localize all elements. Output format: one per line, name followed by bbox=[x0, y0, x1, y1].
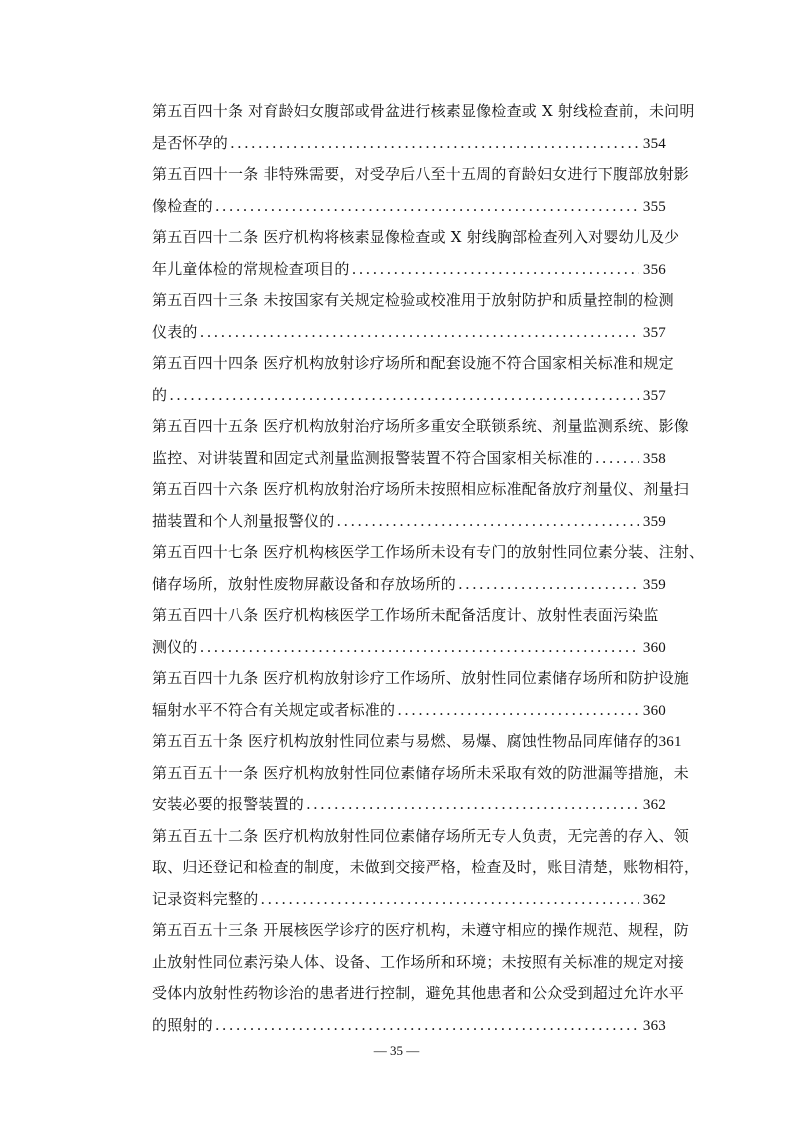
toc-entry[interactable] bbox=[152, 285, 727, 348]
toc-entry[interactable] bbox=[152, 915, 727, 1041]
toc-entry[interactable] bbox=[152, 159, 727, 222]
toc-entry-text: 第五百四十二条 医疗机构将核素显像检查或 X 射线胸部检查列入对婴幼儿及少 bbox=[152, 228, 680, 246]
toc-page-number: 359 bbox=[642, 576, 666, 593]
toc-entry-text: 像检查的 bbox=[152, 196, 213, 215]
dot-leader bbox=[215, 191, 639, 223]
toc-page-number: 355 bbox=[642, 198, 666, 215]
toc-page-number: 362 bbox=[642, 797, 666, 813]
toc-entry-text: 受体内放射性药物诊治的患者进行控制，避免其他患者和公众受到超过允许水平 bbox=[152, 984, 685, 1002]
toc-entry[interactable] bbox=[152, 96, 727, 159]
toc-entry-text: 描装置和个人剂量报警仪的 bbox=[152, 511, 335, 530]
toc-entry-text: 第五百四十五条 医疗机构放射治疗场所多重安全联锁系统、剂量监测系统、影像 bbox=[152, 417, 689, 435]
dot-leader bbox=[306, 789, 639, 821]
toc-entry-text: 第五百四十七条 医疗机构核医学工作场所未设有专门的放射性同位素分装、注射、 bbox=[152, 543, 705, 561]
dot-leader bbox=[397, 695, 639, 727]
dot-leader bbox=[200, 632, 639, 664]
dot-leader bbox=[595, 443, 639, 475]
toc-entry[interactable] bbox=[152, 600, 727, 663]
toc-page-number: 354 bbox=[642, 135, 666, 152]
toc-page-number: 357 bbox=[642, 324, 666, 341]
toc-entry-text: 第五百四十条 对育龄妇女腹部或骨盆进行核素显像检查或 X 射线检查前，未问明 bbox=[152, 102, 695, 120]
toc-entry[interactable] bbox=[152, 663, 727, 726]
toc-page-number: 360 bbox=[642, 639, 666, 656]
dot-leader bbox=[200, 317, 639, 349]
toc-page-number: 363 bbox=[642, 1017, 666, 1034]
toc-page-number: 360 bbox=[642, 702, 666, 719]
toc-entry-text: 储存场所，放射性废物屏蔽设备和存放场所的 bbox=[152, 574, 457, 593]
toc-entry-text: 辐射水平不符合有关规定或者标准的 bbox=[152, 700, 396, 719]
dot-leader bbox=[458, 569, 639, 601]
toc-entry[interactable] bbox=[152, 411, 727, 474]
dot-leader bbox=[352, 254, 639, 286]
toc-entry[interactable] bbox=[152, 758, 727, 821]
toc-entry-text: 第五百四十六条 医疗机构放射治疗场所未按照相应标准配备放疗剂量仪、剂量扫 bbox=[152, 480, 689, 498]
toc-entry-text: 第五百四十九条 医疗机构放射诊疗工作场所、放射性同位素储存场所和防护设施 bbox=[152, 669, 689, 687]
dot-leader bbox=[336, 506, 638, 538]
toc-entry[interactable] bbox=[152, 222, 727, 285]
toc-entry-text: 取、归还登记和检查的制度，未做到交接严格，检查及时，账目清楚，账物相符， bbox=[152, 858, 700, 876]
toc-entry-text: 第五百四十八条 医疗机构核医学工作场所未配备活度计、放射性表面污染监 bbox=[152, 606, 659, 624]
toc-entry-text: 安装必要的报警装置的 bbox=[152, 795, 305, 813]
toc-page-number: 359 bbox=[642, 513, 666, 530]
toc-entry-text: 年儿童体检的常规检查项目的 bbox=[152, 259, 350, 278]
dot-leader bbox=[230, 128, 639, 160]
toc-entry-text: 仪表的 bbox=[152, 322, 198, 341]
toc-page-number: 356 bbox=[642, 261, 666, 278]
table-of-contents bbox=[152, 96, 727, 1041]
toc-entry-text: 记录资料完整的 bbox=[152, 889, 259, 908]
toc-entry-text: 是否怀孕的 bbox=[152, 133, 229, 152]
dot-leader bbox=[169, 380, 639, 412]
toc-entry-text: 第五百四十四条 医疗机构放射诊疗场所和配套设施不符合国家相关标准和规定 bbox=[152, 354, 674, 372]
toc-entry-text: 第五百五十三条 开展核医学诊疗的医疗机构，未遵守相应的操作规范、规程，防 bbox=[152, 921, 689, 939]
toc-entry-text: 第五百五十条 医疗机构放射性同位素与易燃、易爆、腐蚀性物品同库储存的 bbox=[152, 732, 659, 750]
toc-entry-text: 第五百五十二条 医疗机构放射性同位素储存场所无专人负责，无完善的存入、领 bbox=[152, 826, 689, 845]
toc-entry-text: 测仪的 bbox=[152, 637, 198, 656]
toc-entry[interactable] bbox=[152, 726, 727, 758]
dot-leader bbox=[215, 1010, 639, 1042]
toc-page-number: 362 bbox=[642, 891, 666, 908]
toc-entry-text: 监控、对讲装置和固定式剂量监测报警装置不符合国家相关标准的 bbox=[152, 448, 593, 467]
dot-leader bbox=[260, 884, 638, 916]
toc-entry[interactable] bbox=[152, 821, 727, 916]
toc-entry-text: 第五百五十一条 医疗机构放射性同位素储存场所未采取有效的防泄漏等措施，未 bbox=[152, 763, 689, 782]
toc-entry[interactable] bbox=[152, 474, 727, 537]
toc-entry-text: 止放射性同位素污染人体、设备、工作场所和环境；未按照有关标准的规定对接 bbox=[152, 952, 685, 971]
toc-entry-text: 第五百四十三条 未按国家有关规定检验或校准用于放射防护和质量控制的检测 bbox=[152, 291, 674, 309]
toc-entry-text: 的照射的 bbox=[152, 1015, 213, 1034]
toc-page-number: 357 bbox=[642, 387, 666, 404]
toc-entry-text: 第五百四十一条 非特殊需要，对受孕后八至十五周的育龄妇女进行下腹部放射影 bbox=[152, 165, 689, 183]
toc-entry-text: 的 bbox=[152, 385, 168, 404]
toc-page-number: 361 bbox=[658, 734, 682, 750]
page-number: — 35 — bbox=[373, 1043, 420, 1058]
toc-entry[interactable] bbox=[152, 348, 727, 411]
toc-entry[interactable] bbox=[152, 537, 727, 600]
toc-page-number: 358 bbox=[642, 450, 666, 467]
